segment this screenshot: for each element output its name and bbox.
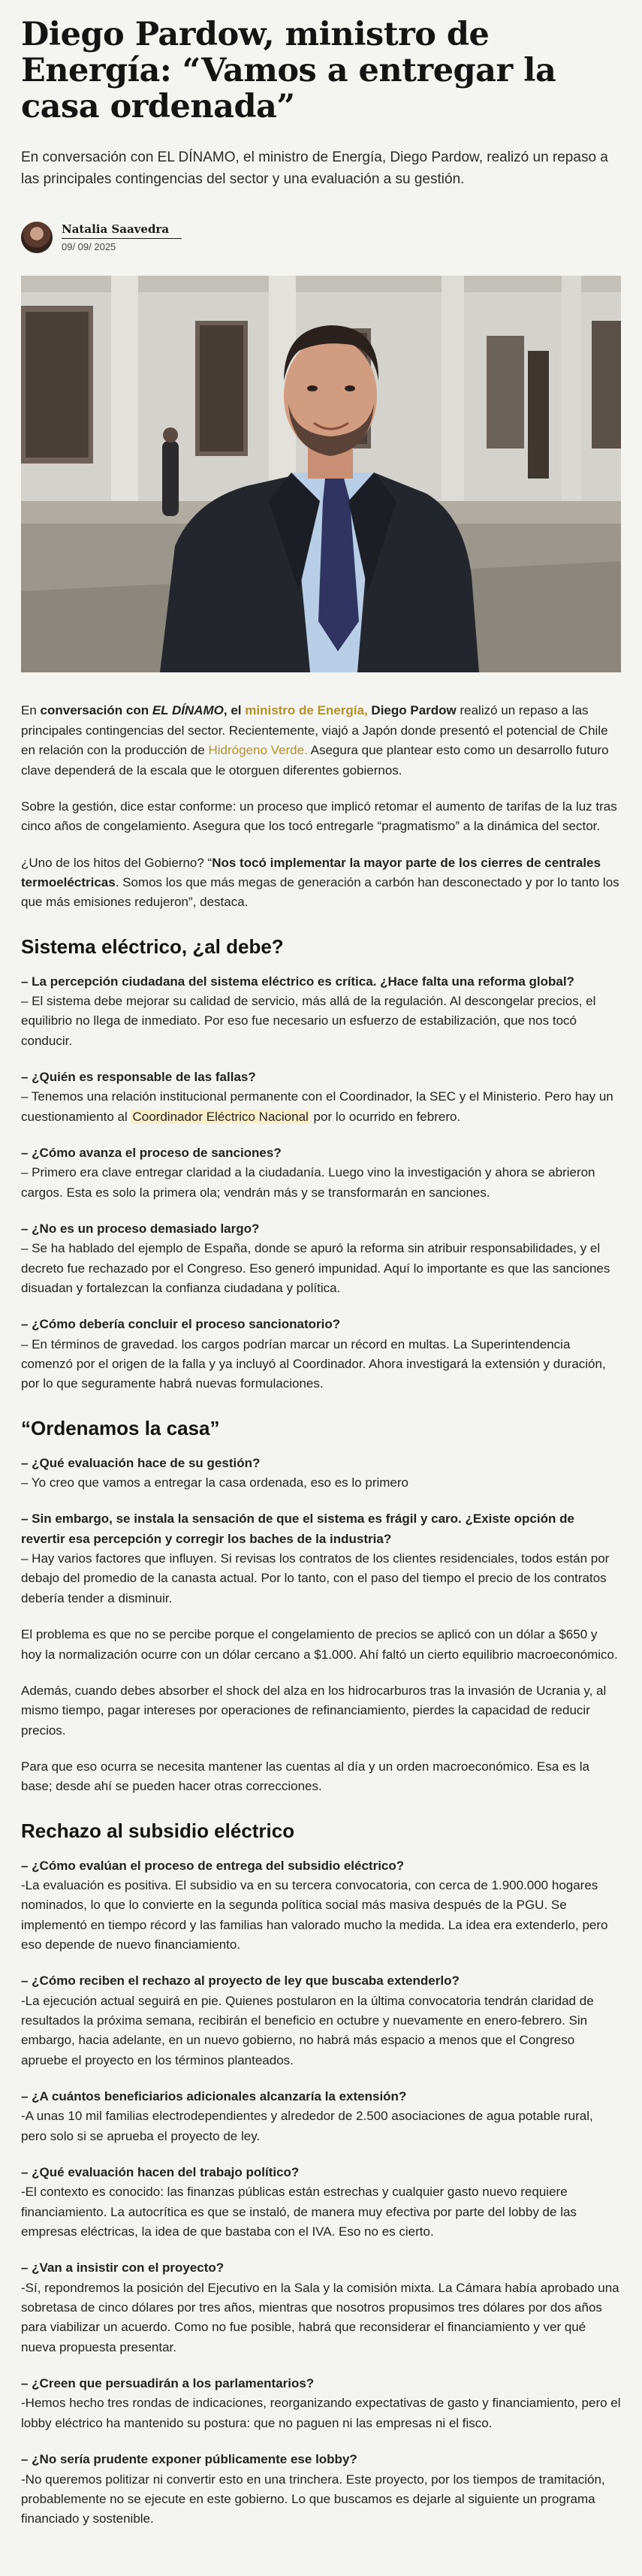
question: – ¿Cómo avanza el proceso de sanciones? xyxy=(21,1145,282,1160)
byline xyxy=(21,222,621,253)
question: – ¿Cómo evalúan el proceso de entrega del subsidio eléctrico? xyxy=(21,1858,405,1873)
answer: -La ejecución actual seguirá en pie. Quienes postularon en la última convocatoria tendrán claridad de resultados la próxima semana, recibirán el beneficio en octubre y nuevamente en enero-febrero. Sin embargo, hacia adelante, en un nuevo gobierno, no habrá más espacio a menos que el Congreso apruebe el proyecto en los términos planteados. xyxy=(21,1993,594,2067)
answer: -La evaluación es positiva. El subsidio va en su tercera convocatoria, con cerca de 1.900.000 hogares nominados, lo que lo convierte en la segunda política social más masiva después de la PGU. Se implementó en tiempo récord y las familias han valorado mucho la medida. La idea era extenderlo, pero eso depende de nuevo financiamiento. xyxy=(21,1877,608,1952)
qa-item xyxy=(21,2258,621,2357)
question: – ¿Van a insistir con el proyecto? xyxy=(21,2260,225,2276)
answer: – En términos de gravedad. los cargos podrían marcar un récord en multas. La Superintendencia comenzó por el origen de la falla y ya incluyó al Coordinador. Ahora investigará la extensión y duración, por lo que seguramente habrá nuevas formulaciones. xyxy=(21,1336,606,1391)
intro-text: Asegura que plantear esto como un desarrollo futuro clave dependerá de la escala que le otorguen diferentes gobiernos. xyxy=(21,743,609,778)
qa-item xyxy=(21,1068,621,1127)
qa-item xyxy=(21,1856,621,1955)
question: – ¿Qué evaluación hace de su gestión? xyxy=(21,1455,261,1470)
answer: – El sistema debe mejorar su calidad de servicio, más allá de la regulación. Al descongelar precios, el equilibrio no llega de inmediato. Por eso fue necesario un esfuerzo de estabilización, que nos tocó conducir. xyxy=(21,993,596,1048)
coordinador-link[interactable]: Coordinador Eléctrico Nacional xyxy=(132,1109,309,1124)
question: – ¿A cuántos beneficiarios adicionales alcanzaría la extensión? xyxy=(21,2089,407,2103)
section-heading-subsidio: Rechazo al subsidio eléctrico xyxy=(21,1819,295,1842)
qa-item xyxy=(21,2450,621,2529)
hidrogeno-verde-link[interactable]: Hidrógeno Verde. xyxy=(208,743,308,758)
qa-item xyxy=(21,1143,621,1203)
intro-text: En xyxy=(21,703,41,718)
article-lede: En conversación con EL DÍNAMO, el ministro de Energía, Diego Pardow, realizó un repaso a las principales contingencias del sector y una evaluación a su gestión. xyxy=(21,149,608,187)
answer: – Yo creo que vamos a entregar la casa ordenada, eso es lo primero xyxy=(21,1475,408,1490)
body-paragraph: Además, cuando debes absorber el shock del alza en los hidrocarburos tras la invasión de Ucrania y, al mismo tiempo, pagar intereses por operaciones de refinanciamiento, pierdes la capacidad de reducir precios. xyxy=(21,1683,607,1738)
answer: -A unas 10 mil familias electrodependientes y alrededor de 2.500 asociaciones de agua potable rural, pero solo si se aprueba el proyecto de ley. xyxy=(21,2109,593,2143)
outlet-name: EL DÍNAMO xyxy=(152,703,224,718)
question: – ¿Creen que persuadirán a los parlamentarios? xyxy=(21,2376,315,2391)
intro-bold: conversación con xyxy=(40,703,152,718)
ministro-link[interactable]: ministro de Energía, xyxy=(245,703,368,718)
qa-item xyxy=(21,972,621,1051)
minister-name: Diego Pardow xyxy=(367,703,457,718)
answer: – Se ha hablado del ejemplo de España, donde se apuró la reforma sin atribuir responsabilidades, y el decreto fue rechazado por el Congreso. Eso generó impunidad. Aquí lo importante es que las sanciones disuadan y fortalezcan la confianza ciudadana y política. xyxy=(21,1241,610,1296)
hero-photo xyxy=(21,276,621,672)
author-avatar xyxy=(21,222,53,253)
answer: -No queremos politizar ni convertir esto en una trinchera. Este proyecto, por los tiempos de tramitación, probablemente no se ejecute en este gobierno. Lo que buscamos es dejarle al siguiente un programa financiado y sostenible. xyxy=(21,2472,605,2526)
question: – ¿Quién es responsable de las fallas? xyxy=(21,1069,256,1084)
author-name-link[interactable]: Natalia Saavedra xyxy=(62,222,182,239)
intro-text: ¿Uno de los hitos del Gobierno? “ xyxy=(21,855,212,870)
question: – ¿Cómo reciben el rechazo al proyecto de ley que buscaba extenderlo? xyxy=(21,1974,460,1989)
intro-paragraph-2: Sobre la gestión, dice estar conforme: un proceso que implicó retomar el aumento de tarifas de la luz tras cinco años de congelamiento. Asegura que los tocó entregarle “pragmatismo” a la dinámica del sector. xyxy=(21,799,617,834)
intro-text: . Somos los que más megas de generación a carbón han desconectado y por lo tanto los que más emisiones redujeron”, destaca. xyxy=(21,874,619,910)
hero-photo-illustration xyxy=(21,276,621,672)
qa-item xyxy=(21,2087,621,2146)
answer: -Hemos hecho tres rondas de indicaciones, reorganizando expectativas de gasto y financiamiento, pero el lobby eléctrico ha mantenido su postura: que no paguen ni las empresas ni el fisco. xyxy=(21,2396,621,2430)
intro-paragraph-1 xyxy=(21,701,621,780)
qa-item xyxy=(21,1509,621,1608)
body-paragraph: Para que eso ocurra se necesita mantener las cuentas al día y un orden macroeconómico. Esa es la base; desde ahí se pueden hacer otras correcciones. xyxy=(21,1759,589,1794)
section-heading-sistema: Sistema eléctrico, ¿al debe? xyxy=(21,935,284,958)
intro-paragraph-3 xyxy=(21,853,621,913)
answer: -El contexto es conocido: las finanzas públicas están estrechas y cualquier gasto nuevo requiere financiamiento. La autocrítica es que se instaló, de manera muy efectiva por parte del lobby de las empresas eléctricas, la idea de que bastaba con el IVA. Eso no es cierto. xyxy=(21,2185,577,2239)
qa-item xyxy=(21,1454,621,1493)
qa-item xyxy=(21,2374,621,2433)
intro-bold: , el xyxy=(223,703,246,718)
question: – ¿No sería prudente exponer públicamente ese lobby? xyxy=(21,2452,357,2467)
section-heading-ordenamos: “Ordenamos la casa” xyxy=(21,1416,220,1439)
question: – ¿Cómo debería concluir el proceso sancionatorio? xyxy=(21,1317,341,1332)
quote-bold: Nos tocó implementar la mayor parte de los cierres de centrales termoeléctricas xyxy=(21,855,601,889)
qa-item xyxy=(21,2163,621,2242)
answer: – Primero era clave entregar claridad a la ciudadanía. Luego vino la investigación y ahora se abrieron cargos. Esta es solo la primera ola; vendrán más y se transformarán en sanciones. xyxy=(21,1165,595,1200)
intro-text: realizó un repaso a las principales contingencias del sector. Recientemente, viajó a Japón donde presentó el potencial de Chile en relación con la producción de xyxy=(21,703,608,758)
qa-item xyxy=(21,1219,621,1298)
question: – Sin embargo, se instala la sensación de que el sistema es frágil y caro. ¿Existe opción de revertir esa percepción y corregir los baches de la industria? xyxy=(21,1511,574,1546)
byline-text xyxy=(62,222,182,252)
body-paragraph: El problema es que no se percibe porque el congelamiento de precios se aplicó con un dólar a $650 y hoy la normalización ocurre con un dólar cercano a $1.000. Ahí faltó un cierto equilibrio macroeconómico. xyxy=(21,1627,618,1662)
article-body xyxy=(21,701,621,2529)
publish-date: 09/ 09/ 2025 xyxy=(62,241,116,253)
answer-text: por lo ocurrido en febrero. xyxy=(309,1109,461,1124)
qa-item xyxy=(21,1971,621,2070)
answer-text: – Tenemos una relación institucional permanente con el Coordinador, la SEC y el Ministerio. Pero hay un cuestionamiento al xyxy=(21,1089,613,1124)
answer xyxy=(21,1087,621,1127)
question: – ¿No es un proceso demasiado largo? xyxy=(21,1222,260,1236)
answer: -Sí, repondremos la posición del Ejecutivo en la Sala y la comisión mixta. La Cámara había aprobado una sobretasa de cinco dólares por tres años, mientras que nosotros propusimos tres dólares por dos años para viabilizar un acuerdo. Como no fue posible, habrá que reconsiderar el financiamiento y ver qué nueva propuesta presentar. xyxy=(21,2280,619,2354)
question: – ¿Qué evaluación hacen del trabajo político? xyxy=(21,2165,300,2180)
question: – La percepción ciudadana del sistema eléctrico es crítica. ¿Hace falta una reforma global? xyxy=(21,974,574,989)
qa-item xyxy=(21,1315,621,1394)
answer: – Hay varios factores que influyen. Si revisas los contratos de los clientes residenciales, todos están por debajo del promedio de la canasta actual. Por lo tanto, con el paso del tiempo el precio de los contratos debería tender a disminuir. xyxy=(21,1551,610,1605)
article-headline: Diego Pardow, ministro de Energía: “Vamos a entregar la casa ordenada” xyxy=(21,16,556,126)
